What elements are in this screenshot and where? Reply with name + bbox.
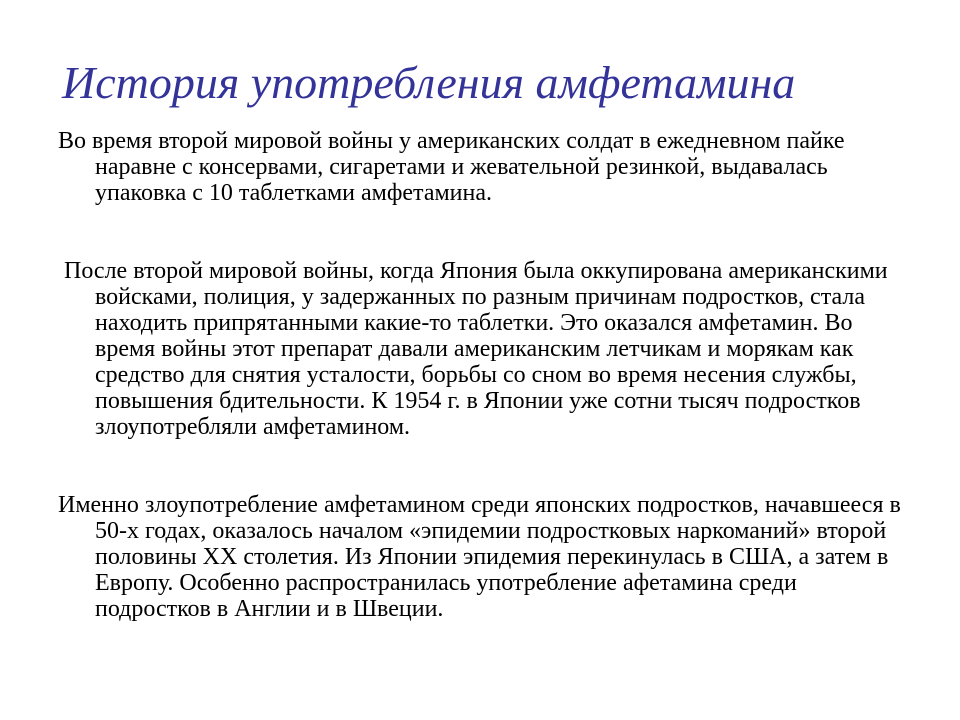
slide-body — [58, 128, 908, 622]
paragraph-postwar-japan: После второй мировой войны, когда Япония была оккупирована американскими войсками, полиция, у задержанных по разным причинам подростков, стала находить припрятанными какие-то таблетки. Это оказался амфетамин. Во время войны этот препарат давали американским летчикам и морякам как средство для снятия усталости, борьбы со сном во время несения службы, повышения бдительности. К 1954 г. в Японии уже сотни тысяч подростков злоупотребляли амфетамином. — [64, 258, 888, 440]
paragraph-epidemic-spread: Именно злоупотребление амфетамином среди японских подростков, начавшееся в 50-х годах, оказалось началом «эпидемии подростковых наркоманий» второй половины XX столетия. Из Японии эпидемия перекинулась в США, а затем в Европу. Особенно распространилась употребление афетамина среди подростков в Англии и в Швеции. — [58, 492, 901, 622]
paragraph-wwii-rations: Во время второй мировой войны у американских солдат в ежедневном пайке наравне с консервами, сигаретами и жевательной резинкой, выдавалась упаковка с 10 таблетками амфетамина. — [58, 128, 845, 206]
slide-title: История употребления амфетамина — [62, 57, 796, 108]
